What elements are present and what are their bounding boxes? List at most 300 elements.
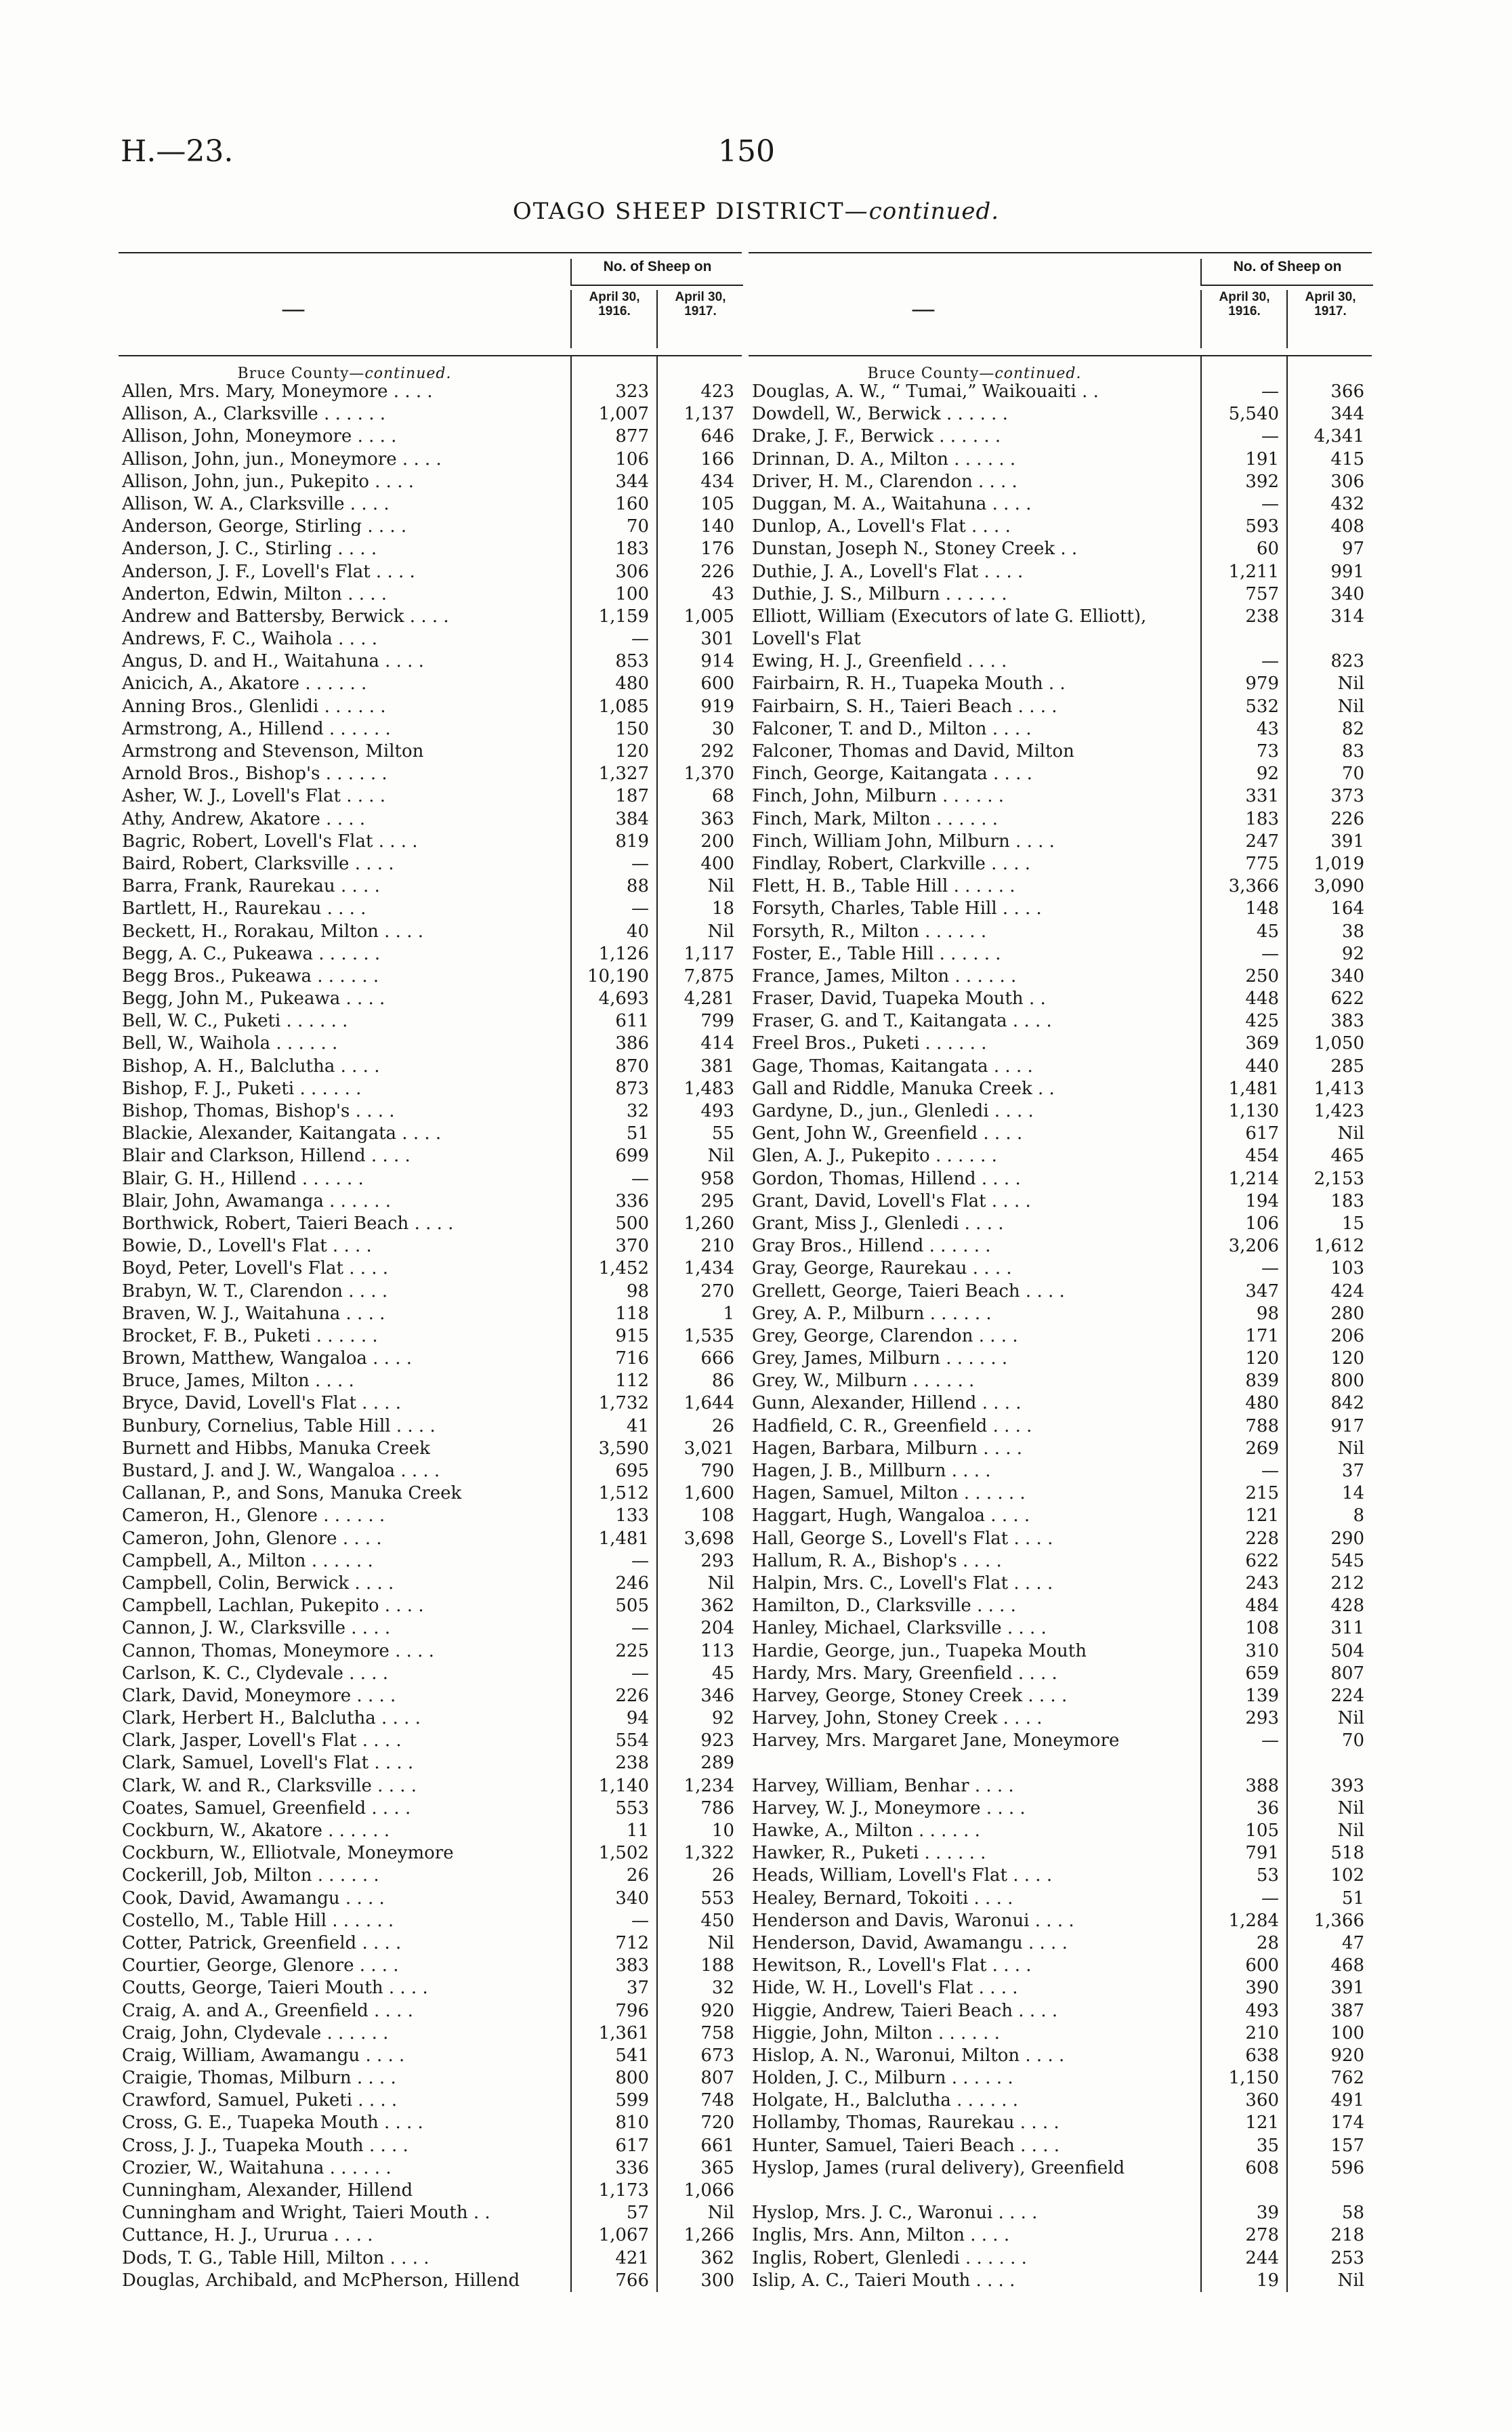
owner-name: Duggan, M. A., Waitahuna . . . . (752, 493, 1032, 514)
sheep-1916: 105 (1245, 1821, 1279, 1842)
sheep-1916: 791 (1245, 1843, 1279, 1864)
left-table (119, 252, 742, 2292)
owner-name: Begg, A. C., Pukeawa . . . . . . (122, 943, 381, 964)
column-1917-line2: 1917. (684, 304, 717, 318)
table-row (119, 2270, 742, 2292)
table-row (119, 1550, 742, 1573)
table-row (749, 425, 1372, 448)
column-1916-line1: April 30, (1219, 290, 1270, 304)
table-row (119, 988, 742, 1010)
owner-name: Bell, W. C., Puketi . . . . . . (122, 1011, 348, 1032)
table-row (749, 1797, 1372, 1820)
owner-name: Hunter, Samuel, Taieri Beach . . . . (752, 2135, 1059, 2156)
table-row (749, 965, 1372, 988)
owner-name: Finch, Mark, Milton . . . . . . (752, 808, 999, 829)
sheep-1916: 370 (615, 1236, 649, 1257)
owner-name: Brabyn, W. T., Clarendon . . . . (122, 1281, 388, 1302)
table-row (119, 763, 742, 785)
table-row (749, 718, 1372, 741)
sheep-1917: 1,423 (1314, 1101, 1364, 1122)
owner-name: Hawker, R., Puketi . . . . . . (752, 1843, 986, 1864)
page-number: 150 (718, 134, 775, 169)
sheep-1916: 1,150 (1228, 2068, 1279, 2089)
sheep-1917: 51 (1341, 1888, 1364, 1909)
table-row (119, 1685, 742, 1707)
owner-name: Boyd, Peter, Lovell's Flat . . . . (122, 1258, 389, 1279)
sheep-1916: 148 (1245, 898, 1279, 919)
sheep-1916: 699 (615, 1146, 649, 1167)
sheep-1917: 1,234 (684, 1775, 734, 1796)
sheep-1917: 415 (1330, 449, 1364, 470)
table-row (749, 1550, 1372, 1573)
sheep-1917: 218 (1330, 2225, 1364, 2246)
sheep-1917: 666 (700, 1348, 734, 1369)
table-row (119, 673, 742, 695)
sheep-1916: 244 (1245, 2247, 1279, 2268)
sheep-1917: 1,612 (1314, 1236, 1364, 1257)
sheep-1916: 120 (615, 741, 649, 762)
owner-name: Cross, J. J., Tuapeka Mouth . . . . (122, 2135, 408, 2156)
table-row (119, 1482, 742, 1505)
table-row (749, 1010, 1372, 1033)
owner-name: Haggart, Hugh, Wangaloa . . . . (752, 1505, 1030, 1526)
sheep-1916: 788 (1245, 1415, 1279, 1436)
owner-name: Beckett, H., Rorakau, Milton . . . . (122, 921, 423, 942)
sheep-1917: 1,322 (684, 1843, 734, 1864)
sheep-1917: 301 (700, 629, 734, 650)
owner-name: Hyslop, Mrs. J. C., Waronui . . . . (752, 2203, 1038, 2224)
owner-name: Baird, Robert, Clarksville . . . . (122, 853, 394, 874)
sheep-1917: 346 (700, 1685, 734, 1706)
sheep-1917: 120 (1330, 1348, 1364, 1369)
sheep-1917: 1,019 (1314, 853, 1364, 874)
sheep-1916: 106 (615, 449, 649, 470)
county-heading (749, 356, 1372, 381)
district-continued: continued. (868, 198, 1000, 225)
sheep-1916: 541 (615, 2045, 649, 2066)
owner-name: Elliott, William (Executors of late G. Elliott), Lovell's Flat (752, 606, 1147, 650)
sheep-1917: 292 (700, 741, 734, 762)
table-row (749, 538, 1372, 560)
header-dash: — (281, 295, 306, 323)
sheep-1916: 810 (615, 2113, 649, 2134)
sheep-1917: 493 (700, 1101, 734, 1121)
sheep-1916: — (631, 1168, 649, 1189)
table-row (749, 403, 1372, 425)
owner-name: Anderson, J. F., Lovell's Flat . . . . (122, 561, 415, 582)
table-row (749, 2067, 1372, 2089)
owner-name: Anderton, Edwin, Milton . . . . (122, 583, 387, 604)
county-name: Bruce County— (867, 365, 995, 382)
owner-name: Bagric, Robert, Lovell's Flat . . . . (122, 831, 418, 852)
table-row (119, 1528, 742, 1550)
sheep-1916: 390 (1245, 1978, 1279, 1999)
table-header (749, 252, 1372, 356)
owner-name: Finch, William John, Milburn . . . . (752, 831, 1055, 852)
sheep-1917: 365 (700, 2157, 734, 2178)
owner-name: Blair, John, Awamanga . . . . . . (122, 1190, 392, 1211)
owner-name: Driver, H. M., Clarendon . . . . (752, 471, 1017, 492)
table-row (749, 1573, 1372, 1595)
sheep-1917: 311 (1330, 1618, 1364, 1639)
page-id: H.—23. (121, 134, 234, 169)
sheep-1917: 18 (711, 898, 734, 919)
owner-name: Brown, Matthew, Wangaloa . . . . (122, 1348, 413, 1369)
sheep-1916: 306 (615, 561, 649, 582)
table-row (119, 898, 742, 920)
table-row (749, 1033, 1372, 1055)
column-1917-line1: April 30, (675, 290, 726, 304)
table-row (119, 1168, 742, 1190)
sheep-1917: 166 (700, 449, 734, 470)
table-row (749, 1617, 1372, 1640)
sheep-1917: 786 (700, 1797, 734, 1818)
sheep-1916: 247 (1245, 831, 1279, 852)
sheep-1917: 362 (700, 1596, 734, 1617)
table-row (119, 1775, 742, 1797)
table-row (119, 1281, 742, 1303)
sheep-1917: 38 (1341, 921, 1364, 942)
table-row (119, 1595, 742, 1617)
owner-name: Grant, Miss J., Glenledi . . . . (752, 1213, 1004, 1234)
sheep-1916: 1,327 (598, 764, 649, 785)
district-title (0, 198, 1512, 225)
sheep-1916: 57 (626, 2203, 649, 2224)
sheep-1917: 1,370 (684, 764, 734, 785)
table-row (119, 921, 742, 943)
sheep-1917: 450 (700, 1910, 734, 1931)
sheep-1917: Nil (1337, 1708, 1364, 1729)
sheep-1916: 617 (1245, 1123, 1279, 1144)
sheep-1916: — (1261, 426, 1279, 447)
sheep-1917: 545 (1330, 1550, 1364, 1571)
sheep-1916: 10,190 (587, 965, 649, 986)
sheep-1916: 187 (615, 786, 649, 807)
owner-name: Higgie, John, Milton . . . . . . (752, 2022, 1000, 2043)
owner-name: Forsyth, Charles, Table Hill . . . . (752, 898, 1042, 919)
sheep-1917: Nil (707, 876, 734, 897)
column-divider (570, 356, 572, 2292)
table-row (119, 425, 742, 448)
owner-name: Campbell, A., Milton . . . . . . (122, 1550, 373, 1571)
sheep-1917: 176 (700, 539, 734, 560)
table-row (749, 2270, 1372, 2292)
sheep-1916: 1,481 (598, 1528, 649, 1549)
owner-name: Harvey, William, Benhar . . . . (752, 1775, 1014, 1796)
table-row (119, 2045, 742, 2067)
owner-name: Holden, J. C., Milburn . . . . . . (752, 2068, 1013, 2089)
table-row (749, 808, 1372, 831)
owner-name: Allen, Mrs. Mary, Moneymore . . . . (122, 381, 433, 402)
table-row (119, 381, 742, 403)
sheep-1917: 280 (1330, 1303, 1364, 1324)
owner-rows (119, 381, 742, 2292)
sheep-1917: Nil (1337, 1123, 1364, 1144)
table-row (119, 2180, 742, 2202)
sheep-1917: 226 (700, 561, 734, 582)
table-row (749, 1460, 1372, 1482)
owner-name: Gall and Riddle, Manuka Creek . . (752, 1078, 1055, 1099)
owner-name: Courtier, George, Glenore . . . . (122, 1955, 399, 1976)
sheep-1916: 853 (615, 651, 649, 672)
table-row (119, 1573, 742, 1595)
county-name: Bruce County— (237, 365, 365, 382)
sheep-1916: 440 (1245, 1056, 1279, 1077)
sheep-1917: 3,698 (684, 1528, 734, 1549)
owner-name: Glen, A. J., Pukepito . . . . . . (752, 1146, 997, 1167)
owner-name: Hawke, A., Milton . . . . . . (752, 1821, 980, 1842)
sheep-1916: 336 (615, 2157, 649, 2178)
sheep-1916: — (1261, 1730, 1279, 1751)
owner-name: Hagen, Barbara, Milburn . . . . (752, 1438, 1023, 1459)
sheep-1916: — (1261, 493, 1279, 514)
sheep-1916: 873 (615, 1078, 649, 1099)
owner-name: Dods, T. G., Table Hill, Milton . . . . (122, 2247, 429, 2268)
sheep-1917: 1,266 (684, 2225, 734, 2246)
owner-name: Brocket, F. B., Puketi . . . . . . (122, 1325, 378, 1346)
sheep-1916: 1,173 (598, 2180, 649, 2201)
sheep-1916: 4,693 (598, 989, 649, 1010)
owner-name: Holgate, H., Balclutha . . . . . . (752, 2090, 1019, 2111)
owner-name: Craigie, Thomas, Milburn . . . . (122, 2068, 396, 2089)
sheep-1916: 1,284 (1228, 1910, 1279, 1931)
table-row (119, 1213, 742, 1235)
sheep-1916: 386 (615, 1033, 649, 1054)
owner-name: Hislop, A. N., Waronui, Milton . . . . (752, 2045, 1065, 2066)
sheep-1916: 112 (615, 1371, 649, 1392)
sheep-1916: 369 (1245, 1033, 1279, 1054)
sheep-1917: 15 (1341, 1213, 1364, 1234)
sheep-1917: 504 (1330, 1640, 1364, 1661)
owner-name: Braven, W. J., Waitahuna . . . . (122, 1303, 385, 1324)
table-row (749, 1235, 1372, 1257)
sheep-1916: 1,140 (598, 1775, 649, 1796)
owner-name: Cotter, Patrick, Greenfield . . . . (122, 1932, 402, 1953)
sheep-1917: 600 (700, 673, 734, 694)
owner-name: Carlson, K. C., Clydevale . . . . (122, 1663, 389, 1684)
table-row (749, 381, 1372, 403)
sheep-1917: 103 (1330, 1258, 1364, 1279)
sheep-1917: 1 (723, 1303, 734, 1324)
sheep-1917: Nil (1337, 696, 1364, 717)
sheep-1916: 622 (1245, 1550, 1279, 1571)
sheep-1917: Nil (707, 1146, 734, 1167)
table-row (749, 471, 1372, 493)
sheep-1916: — (631, 1550, 649, 1571)
sheep-1917: 285 (1330, 1056, 1364, 1077)
sheep-1917: 92 (1341, 943, 1364, 964)
owner-rows (749, 381, 1372, 2292)
county-heading (119, 356, 742, 381)
sheep-1916: — (631, 629, 649, 650)
table-row (119, 516, 742, 538)
owner-name: Cameron, John, Glenore . . . . (122, 1528, 382, 1549)
owner-name: Dowdell, W., Berwick . . . . . . (752, 404, 1008, 425)
sheep-1916: 45 (1256, 921, 1279, 942)
table-row (749, 673, 1372, 695)
sheep-1916: 659 (1245, 1663, 1279, 1684)
table-row (119, 1842, 742, 1865)
sheep-1917: 920 (1330, 2045, 1364, 2066)
table-row (749, 921, 1372, 943)
sheep-1916: 712 (615, 1932, 649, 1953)
table-row (119, 1325, 742, 1348)
sheep-1917: 1,434 (684, 1258, 734, 1279)
table-row (119, 1438, 742, 1460)
table-row (749, 1303, 1372, 1325)
owner-name: Cross, G. E., Tuapeka Mouth . . . . (122, 2113, 423, 2134)
owner-name: Cunningham and Wright, Taieri Mouth . . (122, 2203, 490, 2224)
table-row (749, 696, 1372, 718)
sheep-1917: 919 (700, 696, 734, 717)
sheep-1917: 212 (1330, 1573, 1364, 1594)
owner-name: Hagen, J. B., Millburn . . . . (752, 1461, 991, 1482)
sheep-1917: 366 (1330, 381, 1364, 402)
table-row (119, 1056, 742, 1078)
sheep-1917: 762 (1330, 2068, 1364, 2089)
column-1917-line2: 1917. (1314, 304, 1347, 318)
owner-name: Anning Bros., Glenlidi . . . . . . (122, 696, 386, 717)
sheep-1917: 70 (1341, 764, 1364, 785)
sheep-1916: 94 (626, 1708, 649, 1729)
sheep-1916: 269 (1245, 1438, 1279, 1459)
owner-name: Fraser, David, Tuapeka Mouth . . (752, 989, 1046, 1010)
sheep-1916: 98 (626, 1281, 649, 1302)
sheep-1916: 225 (615, 1640, 649, 1661)
sheep-1917: Nil (707, 2203, 734, 2224)
owner-name: Gray, George, Raurekau . . . . (752, 1258, 1012, 1279)
owner-name: Grey, George, Clarendon . . . . (752, 1325, 1018, 1346)
sheep-1916: 150 (615, 718, 649, 739)
owner-name: Bruce, James, Milton . . . . (122, 1371, 354, 1392)
sheep-1916: 11 (626, 1821, 649, 1841)
table-row (119, 1370, 742, 1392)
owner-name: Dunlop, A., Lovell's Flat . . . . (752, 516, 1011, 537)
sheep-1917: 295 (700, 1190, 734, 1211)
sheep-1917: 393 (1330, 1775, 1364, 1796)
owner-name: Flett, H. B., Table Hill . . . . . . (752, 876, 1015, 897)
sheep-1916: 493 (1245, 2000, 1279, 2021)
column-divider (1286, 356, 1288, 2292)
sheep-1916: — (1261, 381, 1279, 402)
sheep-1916: 360 (1245, 2090, 1279, 2111)
sheep-1916: 695 (615, 1461, 649, 1481)
table-row (119, 943, 742, 965)
sheep-1917: 1,050 (1314, 1033, 1364, 1054)
sheep-1916: — (1261, 943, 1279, 964)
table-row (749, 1438, 1372, 1460)
sheep-1916: 819 (615, 831, 649, 852)
sheep-1916: 1,126 (598, 943, 649, 964)
sheep-1916: 1,512 (598, 1483, 649, 1504)
table-row (749, 1056, 1372, 1078)
owner-name: Foster, E., Table Hill . . . . . . (752, 943, 1001, 964)
table-row (749, 1955, 1372, 1977)
sheep-1916: 796 (615, 2000, 649, 2021)
sheep-1917: 164 (1330, 898, 1364, 919)
sheep-1917: 97 (1341, 539, 1364, 560)
sheep-1916: 1,502 (598, 1843, 649, 1864)
sheep-1916: — (1261, 1888, 1279, 1909)
sheep-1916: 383 (615, 1955, 649, 1976)
sheep-1916: 554 (615, 1730, 649, 1751)
sheep-1917: 270 (700, 1281, 734, 1302)
owner-name: Bishop, F. J., Puketi . . . . . . (122, 1078, 362, 1099)
sheep-1917: 758 (700, 2022, 734, 2043)
owner-name: Cameron, H., Glenore . . . . . . (122, 1505, 385, 1526)
table-row (749, 2202, 1372, 2224)
sheep-1917: 92 (711, 1708, 734, 1729)
owner-name: Gordon, Thomas, Hillend . . . . (752, 1168, 1021, 1189)
sheep-1917: 1,260 (684, 1213, 734, 1234)
sheep-1917: 30 (711, 718, 734, 739)
sheep-1917: 224 (1330, 1685, 1364, 1706)
owner-name: Finch, John, Milburn . . . . . . (752, 786, 1005, 807)
sheep-1917: 1,117 (684, 943, 734, 964)
table-row (119, 471, 742, 493)
sheep-1917: Nil (707, 1932, 734, 1953)
table-row (119, 785, 742, 808)
owner-name: Begg, John M., Pukeawa . . . . (122, 989, 385, 1010)
sheep-1917: 1,366 (1314, 1910, 1364, 1931)
sheep-1916: 19 (1256, 2270, 1279, 2291)
table-row (119, 1348, 742, 1370)
table-row (749, 785, 1372, 808)
table-row (749, 606, 1372, 650)
table-row (749, 2045, 1372, 2067)
sheep-1916: 336 (615, 1190, 649, 1211)
sheep-1916: 36 (1256, 1797, 1279, 1818)
sheep-1917: 373 (1330, 786, 1364, 807)
sheep-1916: 553 (615, 1797, 649, 1818)
owner-name: Hall, George S., Lovell's Flat . . . . (752, 1528, 1053, 1549)
sheep-1916: 215 (1245, 1483, 1279, 1504)
owner-name: Hadfield, C. R., Greenfield . . . . (752, 1415, 1032, 1436)
table-row (119, 1707, 742, 1730)
sheep-1917: 43 (711, 583, 734, 604)
table-row (749, 2157, 1372, 2202)
sheep-1917: 102 (1330, 1865, 1364, 1886)
table-row (119, 696, 742, 718)
sheep-1917: 400 (700, 853, 734, 874)
sheep-1916: 28 (1256, 1932, 1279, 1953)
owner-name: Harvey, John, Stoney Creek . . . . (752, 1708, 1043, 1729)
owner-name: Barra, Frank, Raurekau . . . . (122, 876, 380, 897)
county-continued: continued. (994, 365, 1082, 382)
owner-name: Clark, Samuel, Lovell's Flat . . . . (122, 1753, 414, 1774)
table-header (119, 252, 742, 356)
owner-name: Grant, David, Lovell's Flat . . . . (752, 1190, 1031, 1211)
owner-name: Bunbury, Cornelius, Table Hill . . . . (122, 1415, 436, 1436)
owner-name: Hallum, R. A., Bishop's . . . . (752, 1550, 1002, 1571)
sheep-1917: 14 (1341, 1483, 1364, 1504)
sheep-1917: 290 (1330, 1528, 1364, 1549)
sheep-1916: 32 (626, 1101, 649, 1121)
table-row (749, 1977, 1372, 1999)
owner-name: Cook, David, Awamangu . . . . (122, 1888, 385, 1909)
table-row (749, 1281, 1372, 1303)
table-row (119, 1663, 742, 1685)
owner-name: Hardie, George, jun., Tuapeka Mouth (752, 1640, 1087, 1661)
sheep-1916: 118 (615, 1303, 649, 1324)
sheep-1916: 121 (1245, 2113, 1279, 2134)
owner-name: Anderson, George, Stirling . . . . (122, 516, 407, 537)
sheep-1917: 32 (711, 1978, 734, 1999)
owner-name: Bustard, J. and J. W., Wangaloa . . . . (122, 1461, 440, 1481)
sheep-1917: 491 (1330, 2090, 1364, 2111)
table-row (119, 493, 742, 516)
table-row (749, 1730, 1372, 1774)
